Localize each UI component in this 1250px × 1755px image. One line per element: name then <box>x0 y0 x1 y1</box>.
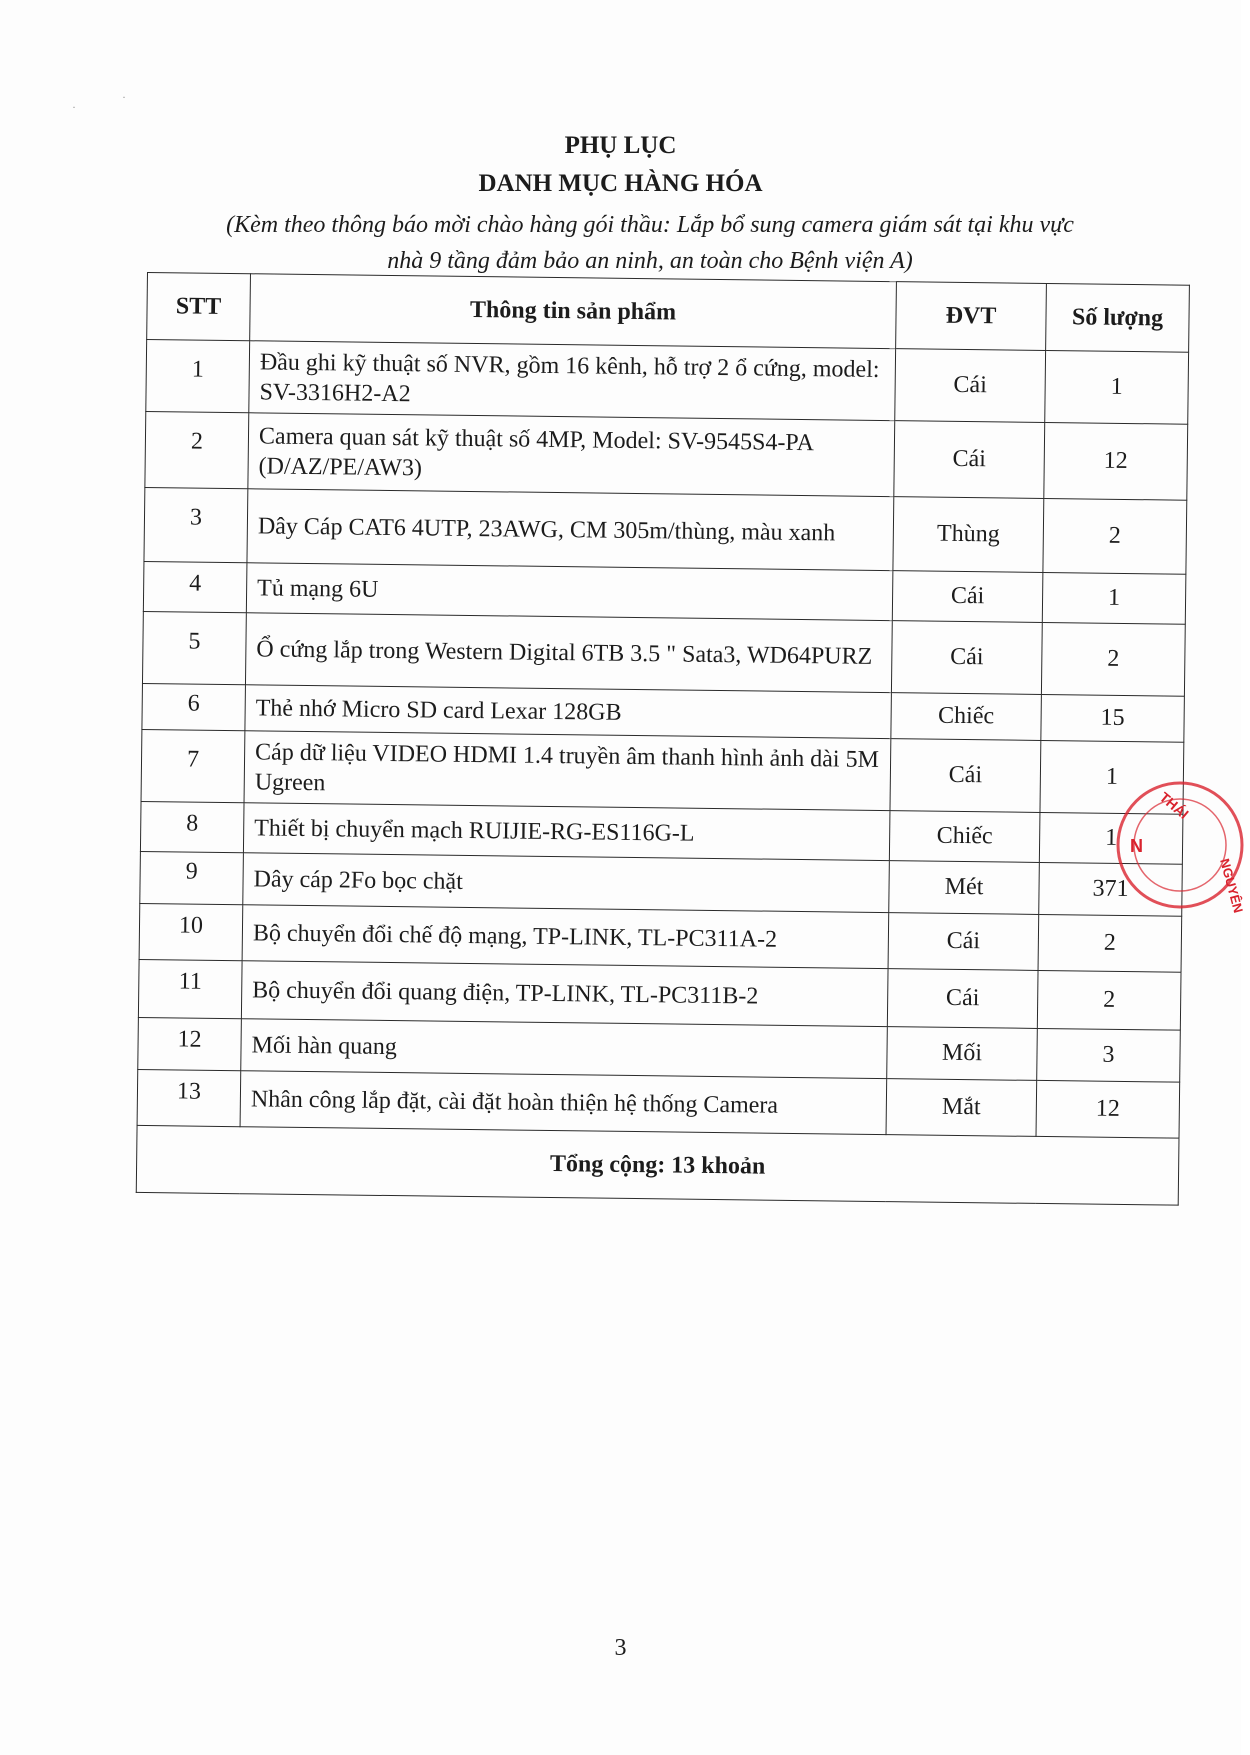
row-stt: 6 <box>142 683 246 730</box>
row-product-name: Nhân công lắp đặt, cài đặt hoàn thiện hệ thống Camera <box>240 1071 887 1135</box>
row-unit: Cái <box>887 969 1038 1029</box>
row-unit: Thùng <box>893 497 1044 573</box>
row-product-name: Camera quan sát kỹ thuật số 4MP, Model: SV-9545S4-PA (D/AZ/PE/AW3) <box>248 413 895 497</box>
row-product-name: Bộ chuyển đổi chế độ mạng, TP-LINK, TL-PC311A-2 <box>242 905 889 969</box>
row-product-name: Thẻ nhớ Micro SD card Lexar 128GB <box>245 685 892 739</box>
row-quantity: 2 <box>1041 622 1185 696</box>
note-line-2: nhà 9 tầng đảm bảo an ninh, an toàn cho Bệnh viện A) <box>387 248 913 274</box>
page-title: PHỤ LỤC <box>564 132 677 159</box>
row-stt: 9 <box>140 851 244 904</box>
row-stt: 2 <box>145 411 249 488</box>
stamp-text-side: NGUYÊN <box>1217 856 1246 915</box>
row-stt: 5 <box>142 611 246 684</box>
row-product-name: Ổ cứng lắp trong Western Digital 6TB 3.5 " Sata3, WD64PURZ <box>245 613 892 693</box>
row-unit: Mét <box>889 861 1040 915</box>
page-number: 3 <box>614 1635 627 1661</box>
row-quantity: 12 <box>1044 422 1188 500</box>
row-product-name: Bộ chuyển đổi quang điện, TP-LINK, TL-PC311B-2 <box>241 961 888 1027</box>
table-row <box>141 729 1184 814</box>
table-row <box>146 340 1189 425</box>
row-product-name: Dây Cáp CAT6 4UTP, 23AWG, CM 305m/thùng, màu xanh <box>247 489 894 571</box>
row-quantity: 1 <box>1042 572 1186 624</box>
row-stt: 13 <box>137 1069 241 1126</box>
row-stt: 10 <box>139 903 243 960</box>
stamp-text-center: N <box>1130 836 1143 856</box>
row-stt: 4 <box>143 561 247 612</box>
row-quantity: 1 <box>1045 350 1189 424</box>
stamp-text-top: THÁI <box>1156 788 1192 823</box>
document-subtitle: DANH MỤC HÀNG HÓA <box>478 170 763 197</box>
goods-table <box>136 272 1190 1206</box>
row-quantity: 12 <box>1036 1080 1180 1138</box>
scan-speck: · <box>122 90 126 104</box>
row-quantity: 371 <box>1039 862 1183 916</box>
total-label: Tổng cộng: 13 khoản <box>136 1125 1179 1205</box>
row-stt: 8 <box>140 801 244 852</box>
row-quantity: 2 <box>1043 498 1187 574</box>
row-quantity: 3 <box>1037 1028 1181 1082</box>
row-unit: Cái <box>895 349 1046 423</box>
row-unit: Cái <box>892 571 1043 623</box>
note-line-1: (Kèm theo thông báo mời chào hàng gói thầu: Lắp bổ sung camera giám sát tại khu vực <box>226 212 1074 238</box>
column-header-unit: ĐVT <box>896 282 1047 351</box>
row-stt: 7 <box>141 729 245 802</box>
row-unit: Cái <box>890 739 1041 813</box>
table-total-row <box>136 1125 1179 1205</box>
document-note <box>150 207 1150 279</box>
row-product-name: Thiết bị chuyển mạch RUIJIE-RG-ES116G-L <box>243 803 890 861</box>
column-header-stt: STT <box>147 273 251 341</box>
row-quantity: 2 <box>1038 914 1182 972</box>
row-product-name: Dây cáp 2Fo bọc chặt <box>243 853 890 913</box>
table-header-row <box>147 273 1190 353</box>
row-unit: Cái <box>891 621 1042 695</box>
row-unit: Cái <box>894 421 1045 499</box>
column-header-quantity: Số lượng <box>1046 283 1190 352</box>
table-row <box>145 411 1188 500</box>
row-quantity: 1 <box>1039 812 1183 864</box>
column-header-product-info: Thông tin sản phẩm <box>250 274 897 349</box>
row-quantity: 1 <box>1040 740 1184 814</box>
row-unit: Mối <box>887 1027 1038 1081</box>
row-product-name: Mối hàn quang <box>241 1019 888 1079</box>
table-row <box>144 487 1187 574</box>
row-product-name: Tủ mạng 6U <box>246 563 893 621</box>
table-row <box>142 611 1185 696</box>
row-unit: Cái <box>888 913 1039 971</box>
red-seal-stamp <box>1100 770 1250 920</box>
row-unit: Mắt <box>886 1079 1037 1137</box>
row-stt: 12 <box>138 1017 242 1070</box>
row-stt: 11 <box>138 959 242 1018</box>
row-stt: 3 <box>144 487 248 562</box>
row-quantity: 2 <box>1037 970 1181 1030</box>
row-unit: Chiếc <box>889 811 1040 863</box>
row-unit: Chiếc <box>891 693 1042 741</box>
row-product-name: Cáp dữ liệu VIDEO HDMI 1.4 truyền âm thanh hình ảnh dài 5M Ugreen <box>244 731 891 811</box>
row-stt: 1 <box>146 340 250 413</box>
row-quantity: 15 <box>1041 694 1185 742</box>
scan-speck: · <box>72 100 76 114</box>
row-product-name: Đầu ghi kỹ thuật số NVR, gồm 16 kênh, hỗ trợ 2 ổ cứng, model: SV-3316H2-A2 <box>249 341 896 421</box>
